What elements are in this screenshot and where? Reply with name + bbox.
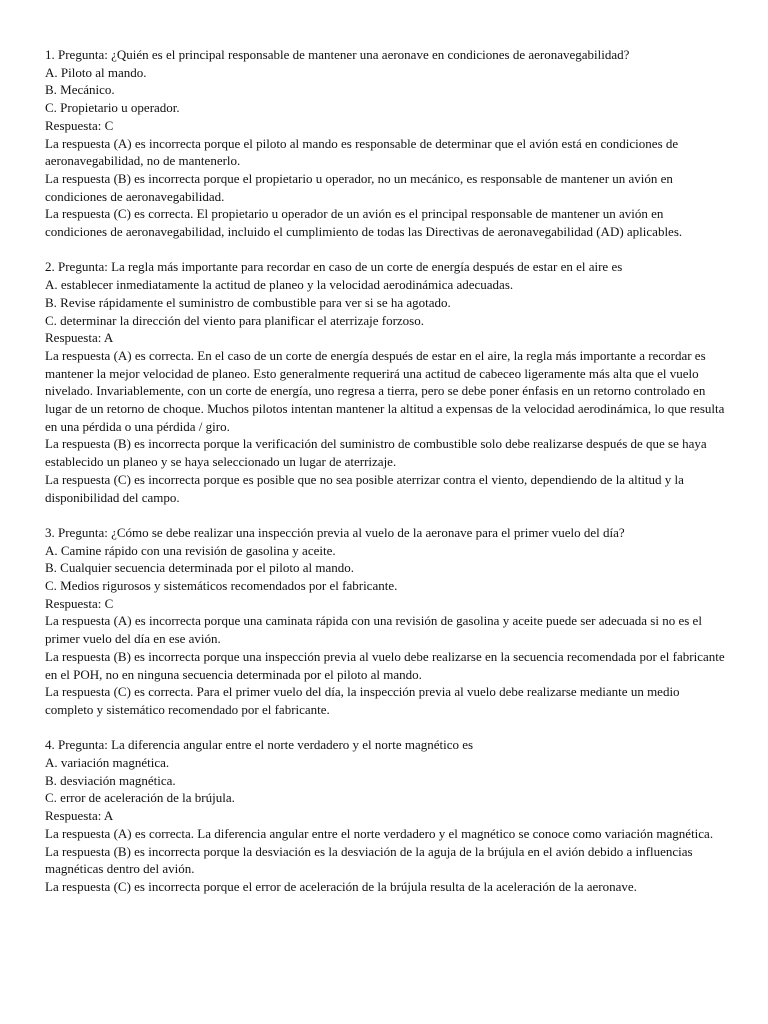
answer-text: Respuesta: A (45, 808, 114, 824)
answer-text: Respuesta: C (45, 595, 114, 611)
option-c: C. determinar la dirección del viento para planificar el aterrizaje forzoso. (45, 312, 424, 328)
option-c: C. Medios rigurosos y sistemáticos recomendados por el fabricante. (45, 578, 398, 594)
option-a: A. variación magnética. (45, 755, 170, 771)
explanation-b: La respuesta (B) es incorrecta porque la desviación es la desviación de la aguja de la brújula en el avión debido a influencias magnéticas dentro del avión. (45, 843, 693, 877)
explanation-c: La respuesta (C) es correcta. Para el primer vuelo del día, la inspección previa al vuelo debe realizarse mediante un medio completo y sistemático recomendado por el fabricante. (45, 684, 680, 717)
explanation-c: La respuesta (C) es correcta. El propietario u operador de un avión es el principal responsable de mantener un avión en condiciones de aeronavegabilidad, incluido el cumplimiento de todas las Directivas de aeronavegabilidad (AD) aplicables. (45, 206, 683, 240)
question-text: 3. Pregunta: ¿Cómo se debe realizar una inspección previa al vuelo de la aeronave para el primer vuelo del día? (45, 524, 625, 540)
question-block-2 (45, 258, 725, 506)
explanation-b: La respuesta (B) es incorrecta porque la verificación del suministro de combustible solo debe realizarse después de que se haya establecido un planeo y se haya seleccionado un lugar de aterrizaje. (45, 436, 707, 470)
option-b: B. Mecánico. (45, 82, 115, 98)
explanation-a: La respuesta (A) es incorrecta porque el piloto al mando es responsable de determinar que el avión está en condiciones de aeronavegabilidad, no de mantenerlo. (45, 135, 679, 169)
question-text: 4. Pregunta: La diferencia angular entre el norte verdadero y el norte magnético es (45, 737, 474, 753)
option-a: A. Piloto al mando. (45, 64, 147, 80)
option-c: C. Propietario u operador. (45, 100, 180, 116)
question-text: 2. Pregunta: La regla más importante para recordar en caso de un corte de energía después de estar en el aire es (45, 259, 623, 275)
answer-text: Respuesta: C (45, 117, 114, 133)
explanation-c: La respuesta (C) es incorrecta porque es posible que no sea posible aterrizar contra el viento, dependiendo de la altitud y la disponibilidad del campo. (45, 471, 684, 505)
explanation-c: La respuesta (C) es incorrecta porque el error de aceleración de la brújula resulta de la aceleración de la aeronave. (45, 879, 637, 894)
question-block-4 (45, 736, 725, 895)
option-b: B. Revise rápidamente el suministro de combustible para ver si se ha agotado. (45, 294, 451, 310)
explanation-b: La respuesta (B) es incorrecta porque una inspección previa al vuelo debe realizarse en la secuencia recomendada por el fabricante en el POH, no en ninguna secuencia determinada por el piloto al mando. (45, 648, 725, 682)
question-text: 1. Pregunta: ¿Quién es el principal responsable de mantener una aeronave en condiciones de aeronavegabilidad? (45, 47, 630, 62)
question-block-3 (45, 524, 725, 719)
answer-text: Respuesta: A (45, 330, 114, 346)
explanation-a: La respuesta (A) es correcta. En el caso de un corte de energía después de estar en el aire, la regla más importante a recordar es mantener la mejor velocidad de planeo. Esto generalmente requerirá una actitud de cabeceo ligeramente más alta que el vuelo nivelado. Invariablemente, con un corte de energía, uno regresa a tierra, pero se debe poner énfasis en un retorno controlado en lugar de un retorno de choque. Muchos pilotos intentan mantener la altitud a expensas de la velocidad aerodinámica, lo que resulta en una pérdida o una pérdida / giro. (45, 347, 725, 434)
option-b: B. desviación magnética. (45, 772, 176, 788)
question-block-1 (45, 46, 725, 241)
option-c: C. error de aceleración de la brújula. (45, 790, 235, 806)
explanation-b: La respuesta (B) es incorrecta porque el propietario u operador, no un mecánico, es responsable de mantener un avión en condiciones de aeronavegabilidad. (45, 170, 673, 204)
option-b: B. Cualquier secuencia determinada por el piloto al mando. (45, 560, 355, 576)
document-page (45, 46, 725, 913)
explanation-a: La respuesta (A) es incorrecta porque una caminata rápida con una revisión de gasolina y aceite puede ser adecuada si no es el primer vuelo del día en ese avión. (45, 613, 702, 647)
option-a: A. establecer inmediatamente la actitud de planeo y la velocidad aerodinámica adecuadas. (45, 277, 514, 293)
option-a: A. Camine rápido con una revisión de gasolina y aceite. (45, 542, 336, 558)
explanation-a: La respuesta (A) es correcta. La diferencia angular entre el norte verdadero y el magnético se conoce como variación magnética. (45, 825, 714, 841)
